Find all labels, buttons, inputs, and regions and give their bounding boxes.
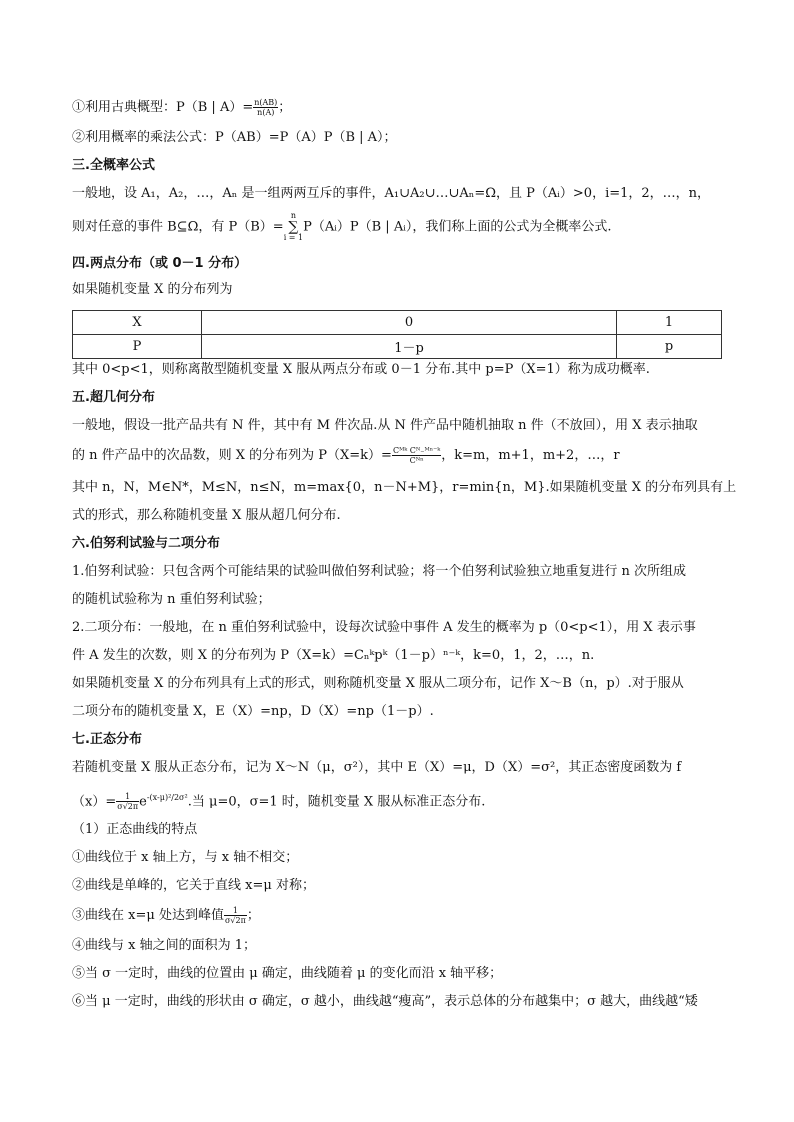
denominator: σ√2π [117,802,139,812]
section-heading-binomial: 六.伯努利试验与二项分布 [72,536,220,551]
paragraph-line: 2.二项分布：一般地，在 n 重伯努利试验中，设每次试验中事件 A 发生的概率为 p（0<p<1），用 X 表示事 [72,620,696,635]
paragraph-line: 其中 0<p<1，则称离散型随机变量 X 服从两点分布或 0－1 分布.其中 p=P（X=1）称为成功概率. [72,362,650,377]
fraction [224,906,247,925]
table-cell: P [73,335,202,359]
paragraph-line: 二项分布的随机变量 X，E（X）=np，D（X）=np（1－p）. [72,704,434,719]
numerator: 1 [116,792,139,802]
list-item: ⑤当 σ 一定时，曲线的位置由 μ 确定，曲线随着 μ 的变化而沿 x 轴平移； [72,966,503,981]
fraction [392,446,441,465]
paragraph-line: 一般地，设 A₁，A₂，…，Aₙ 是一组两两互斥的事件，A₁∪A₂∪…∪Aₙ=Ω，且 P（Aᵢ）>0，i=1，2，…，n， [72,186,711,201]
paragraph-line: 的随机试验称为 n 重伯努利试验； [72,592,271,607]
sigma-glyph: ∑ [288,219,299,235]
table-cell: X [73,311,202,335]
list-item [72,906,260,926]
denominator: Cᴺⁿ [409,456,424,465]
paragraph-line: 其中 n，N，M∈N*，M≤N，n≤N，m=max{0，n－N+M}，r=min{n，M}.如果随机变量 X 的分布列具有上 [72,480,737,495]
paragraph-line: （1）正态曲线的特点 [72,822,198,837]
denominator: n(A) [257,108,275,117]
paragraph-line: 如果随机变量 X 的分布列为 [72,282,233,297]
table-cell: p [617,335,722,359]
total-probability-formula-line [72,212,611,242]
text: ①利用古典概型：P（B | A）= [72,100,254,115]
table-row [73,335,722,359]
table-cell: 0 [202,311,617,335]
paragraph-line: 如果随机变量 X 的分布列具有上式的形式，则称随机变量 X 服从二项分布，记作 X～B（n，p）.对于服从 [72,676,684,691]
normal-density-line [72,788,485,812]
numerator: Cᴹᵏ Cᴺ₋ᴹⁿ⁻ᵏ [392,446,441,455]
section-heading-hypergeometric: 五.超几何分布 [72,390,155,405]
list-item: ④曲线与 x 轴之间的面积为 1； [72,938,256,953]
table-cell: 1－p [202,335,617,359]
distribution-table [72,310,722,359]
paragraph-line: 一般地，假设一批产品共有 N 件，其中有 M 件次品.从 N 件产品中随机抽取 n 件（不放回），用 X 表示抽取 [72,418,698,433]
hypergeometric-formula-line [72,446,620,466]
text: ； [278,100,292,115]
list-item: ①曲线位于 x 轴上方，与 x 轴不相交； [72,850,299,865]
numerator: 1 [224,906,247,916]
classical-probability-line [72,98,291,118]
text: 的 n 件产品中的次品数，则 X 的分布列为 P（X=k）= [72,448,392,463]
paragraph-line: 1.伯努利试验：只包含两个可能结果的试验叫做伯努利试验；将一个伯努利试验独立地重复进行 n 次所组成 [72,564,687,579]
fraction [253,98,278,117]
denominator: σ√2π [224,916,246,925]
exponential-base: e [139,794,147,810]
paragraph-line: 若随机变量 X 服从正态分布，记为 X～N（μ，σ²），其中 E（X）=μ，D（X）=σ²，其正态密度函数为 f [72,760,682,775]
paragraph-line: 式的形式，那么称随机变量 X 服从超几何分布. [72,508,341,523]
text: ，k=m，m+1，m+2，…，r [441,448,620,463]
summation-symbol [284,212,303,242]
table-row [73,311,722,335]
text: .当 μ=0，σ=1 时，随机变量 X 服从标准正态分布. [187,794,486,810]
fraction [116,792,139,811]
text: ③曲线在 x=μ 处达到峰值 [72,908,224,923]
sum-lower-limit: i = 1 [283,233,304,242]
list-item: ⑥当 μ 一定时，曲线的形状由 σ 确定，σ 越小，曲线越“瘦高”，表示总体的分布越集中；σ 越大，曲线越“矮 [72,994,698,1009]
paragraph-line: 件 A 发生的次数，则 X 的分布列为 P（X=k）=Cₙᵏpᵏ（1－p）ⁿ⁻ᵏ，k=0，1，2，…，n. [72,648,595,663]
section-heading-two-point: 四.两点分布（或 0－1 分布） [72,256,248,271]
section-heading-total-probability: 三.全概率公式 [72,158,155,173]
text: ； [246,908,260,923]
list-item: ②曲线是单峰的，它关于直线 x=μ 对称； [72,878,315,893]
section-heading-normal: 七.正态分布 [72,732,142,747]
multiplication-rule-line: ②利用概率的乘法公式：P（AB）=P（A）P（B | A）； [72,130,397,145]
numerator: n(AB) [254,98,278,107]
text: P（Aᵢ）P（B | Aᵢ），我们称上面的公式为全概率公式. [303,219,612,235]
exponent: -(x-μ)²/2σ² [146,793,188,802]
text: 则对任意的事件 B⊆Ω，有 P（B）= [72,219,284,235]
table-cell: 1 [617,311,722,335]
text: （x）= [72,794,117,810]
sum-upper-limit: n [290,211,296,220]
